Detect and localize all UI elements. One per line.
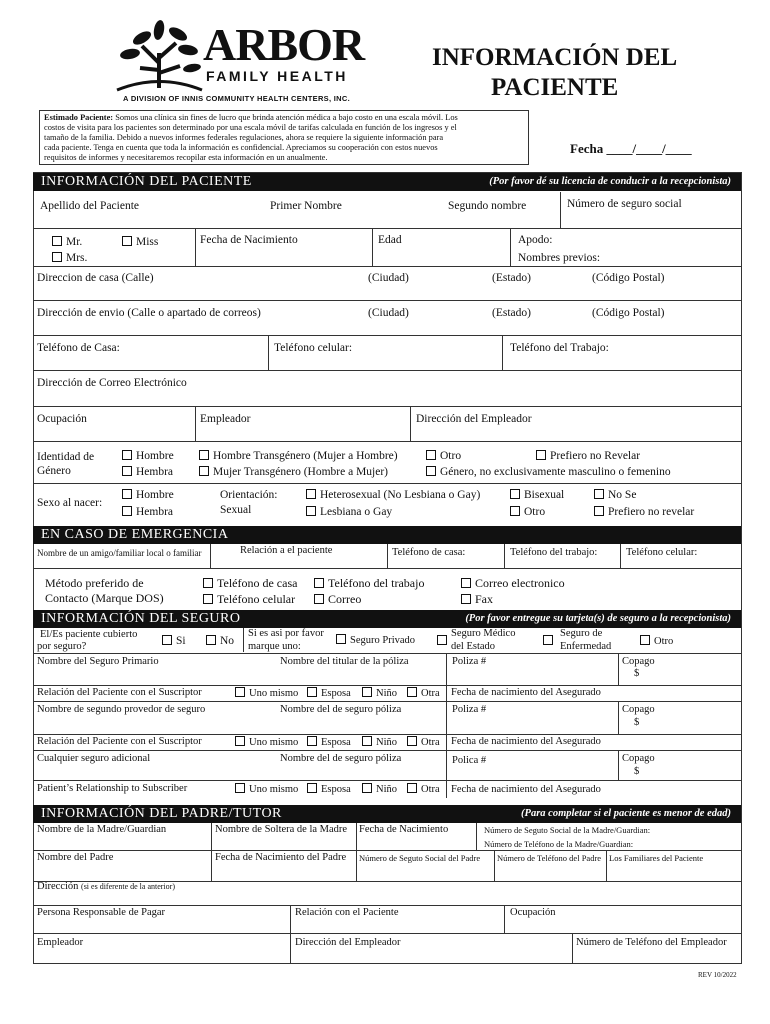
cubierto-label-1: El/Es paciente cubierto bbox=[40, 629, 138, 640]
hombre-checkbox[interactable] bbox=[122, 450, 132, 460]
tel-padre-label: Número de Teléfono del Padre bbox=[497, 853, 602, 863]
tel-madre-label: Número de Teléfono de la Madre/Guardian: bbox=[484, 839, 634, 849]
hetero-checkbox[interactable] bbox=[306, 489, 316, 499]
contact-tel-trab-label: Teléfono del trabajo bbox=[328, 576, 425, 590]
rel3-uno[interactable] bbox=[235, 783, 298, 796]
id-otro[interactable] bbox=[426, 450, 461, 463]
lesbiana-checkbox[interactable] bbox=[306, 506, 316, 516]
rel3-esposa-label: Esposa bbox=[321, 784, 351, 795]
relacion-paciente-label: Relación con el Paciente bbox=[295, 907, 399, 918]
copago3-label: Copago bbox=[622, 753, 655, 764]
insurance-header bbox=[33, 610, 741, 628]
rel-nino-checkbox[interactable] bbox=[362, 687, 372, 697]
insurance-note: (Por favor entregue su tarjeta(s) de seguro a la recepcionista) bbox=[465, 613, 731, 624]
contact-email-checkbox[interactable] bbox=[461, 578, 471, 588]
revision-text: REV 10/2022 bbox=[698, 971, 737, 979]
rel2-esposa[interactable] bbox=[307, 736, 351, 749]
rel2-nino-checkbox[interactable] bbox=[362, 736, 372, 746]
sexo-label: Sexo al nacer: bbox=[37, 497, 103, 509]
no-label: No bbox=[220, 635, 235, 647]
familiares-label: Los Familiares del Paciente bbox=[609, 853, 704, 863]
rel2-uno-label: Uno mismo bbox=[249, 737, 299, 748]
mtrans-checkbox[interactable] bbox=[199, 466, 209, 476]
tel-trabajo-label: Teléfono del Trabajo: bbox=[510, 342, 609, 354]
miss-checkbox[interactable] bbox=[122, 236, 132, 246]
dir-envio-label: Dirección de envio (Calle o apartado de correos) bbox=[37, 307, 261, 319]
fecha-padre-label: Fecha de Nacimiento del Padre bbox=[215, 852, 347, 863]
otro-checkbox[interactable] bbox=[426, 450, 436, 460]
or-prefiero-label: Prefiero no revelar bbox=[608, 506, 695, 518]
no-checkbox[interactable] bbox=[206, 635, 216, 645]
responsable-label: Persona Responsable de Pagar bbox=[37, 907, 166, 918]
logo-name: ARBOR bbox=[203, 19, 365, 70]
contact-tel-casa-checkbox[interactable] bbox=[203, 578, 213, 588]
id-htrans[interactable] bbox=[199, 450, 398, 463]
dir-casa-label: Direccion de casa (Calle) bbox=[37, 272, 154, 284]
mtrans-label: Mujer Transgénero (Hombre a Mujer) bbox=[213, 466, 389, 478]
contact-tel-cel-label: Teléfono celular bbox=[217, 592, 296, 606]
or-prefiero-checkbox[interactable] bbox=[594, 506, 604, 516]
ssn-madre-label: Número de Seguto Social de la Madre/Guardian: bbox=[484, 825, 651, 835]
identidad-label: Identidad de bbox=[37, 451, 95, 463]
title-mr[interactable] bbox=[52, 236, 82, 249]
madre-label: Nombre de la Madre/Guardian bbox=[37, 824, 167, 835]
contact-fax-label: Fax bbox=[475, 592, 493, 606]
emergency-tel-casa-label: Teléfono de casa: bbox=[392, 547, 466, 558]
segundo-nombre-label: Segundo nombre bbox=[448, 200, 527, 212]
rel3-otra[interactable] bbox=[407, 783, 440, 796]
lesbiana-label: Lesbiana o Gay bbox=[320, 506, 393, 518]
tel-casa-label: Teléfono de Casa: bbox=[37, 342, 120, 354]
hetero-label: Heterosexual (No Lesbiana o Gay) bbox=[320, 489, 481, 501]
metodo-label-2: Contacto (Marque DOS) bbox=[45, 591, 164, 605]
sexo-hombre-checkbox[interactable] bbox=[122, 489, 132, 499]
direccion-note: (si es diferente de la anterior) bbox=[81, 882, 175, 891]
dob-label: Fecha de Nacimiento bbox=[200, 234, 298, 246]
ssn-label: Número de seguro social bbox=[567, 198, 682, 210]
rel3-esposa-checkbox[interactable] bbox=[307, 783, 317, 793]
sexo-hombre[interactable] bbox=[122, 489, 174, 502]
mr-label: Mr. bbox=[66, 236, 83, 248]
contact-fax[interactable] bbox=[461, 593, 493, 607]
intro-box bbox=[39, 110, 529, 165]
adicional-label: Cualquier seguro adicional bbox=[37, 753, 151, 764]
guardian-note: (Para completar si el paciente es menor de edad) bbox=[521, 808, 731, 819]
privado-label: Seguro Privado bbox=[350, 635, 416, 646]
dir-empleador-label: Dirección del Empleador bbox=[416, 413, 532, 425]
si-es-label-2: marque uno: bbox=[248, 641, 301, 652]
mrs-checkbox[interactable] bbox=[52, 252, 62, 262]
patient-info-header bbox=[33, 173, 741, 191]
bisexual-label: Bisexual bbox=[524, 489, 565, 501]
ins-otro[interactable] bbox=[640, 635, 673, 648]
contact-email-label: Correo electronico bbox=[475, 576, 565, 590]
contact-tel-casa[interactable] bbox=[203, 577, 297, 591]
guardian-heading: INFORMACIÓN DEL PADRE/TUTOR bbox=[41, 806, 282, 821]
rel2-uno-checkbox[interactable] bbox=[235, 736, 245, 746]
page-title-line2: PACIENTE bbox=[491, 74, 619, 101]
logo-sub: FAMILY HEALTH bbox=[206, 68, 348, 84]
rel-uno[interactable] bbox=[235, 687, 298, 700]
id-prefiero[interactable] bbox=[536, 450, 640, 463]
fecha-nac-label: Fecha de Nacimiento bbox=[359, 824, 449, 835]
rel-otra-label: Otra bbox=[421, 688, 440, 699]
ssn-padre-label: Número de Seguto Social del Padre bbox=[359, 853, 481, 863]
ins-privado[interactable] bbox=[336, 634, 415, 647]
or-lesbiana[interactable] bbox=[306, 506, 392, 519]
patient-note: (Por favor dé su licencia de conducir a la recepcionista) bbox=[489, 176, 731, 187]
edad-label: Edad bbox=[378, 234, 402, 246]
rel-otra-checkbox[interactable] bbox=[407, 687, 417, 697]
mr-checkbox[interactable] bbox=[52, 236, 62, 246]
direccion-row bbox=[37, 881, 175, 893]
contact-email[interactable] bbox=[461, 577, 565, 591]
sexo-hombre-label: Hombre bbox=[136, 489, 174, 501]
genero-no-checkbox[interactable] bbox=[426, 466, 436, 476]
or-otro[interactable] bbox=[510, 506, 545, 519]
rel2-otra-checkbox[interactable] bbox=[407, 736, 417, 746]
emergency-header bbox=[33, 526, 741, 544]
si-label: Si bbox=[176, 635, 186, 647]
relacion-label: Relación del Paciente con el Suscriptor bbox=[37, 687, 202, 698]
otro-label: Otro bbox=[440, 450, 462, 462]
soltera-label: Nombre de Soltera de la Madre bbox=[215, 824, 348, 835]
si-es-label-1: Si es asi por favor bbox=[248, 628, 324, 639]
previos-label: Nombres previos: bbox=[518, 252, 601, 264]
cubierto-si[interactable] bbox=[162, 635, 186, 648]
rel-nino-label: Niño bbox=[376, 688, 397, 699]
copago-dollar: $ bbox=[634, 668, 640, 679]
mrs-label: Mrs. bbox=[66, 252, 88, 264]
insurance-heading: INFORMACIÓN DEL SEGURO bbox=[41, 611, 241, 626]
prefiero-checkbox[interactable] bbox=[536, 450, 546, 460]
copago2-label: Copago bbox=[622, 704, 655, 715]
medico-label-2: del Estado bbox=[451, 641, 496, 652]
titular-label: Nombre del titular de la póliza bbox=[280, 656, 409, 667]
copago3-dollar: $ bbox=[634, 766, 640, 777]
contact-tel-trab-checkbox[interactable] bbox=[314, 578, 324, 588]
rel3-uno-checkbox[interactable] bbox=[235, 783, 245, 793]
ciudad-label: (Ciudad) bbox=[368, 272, 409, 284]
fecha-asegurado-label: Fecha de nacimiento del Asegurado bbox=[451, 687, 601, 698]
cp-label: (Código Postal) bbox=[592, 272, 665, 284]
ciudad-label-2: (Ciudad) bbox=[368, 307, 409, 319]
titular3-label: Nombre del de seguro póliza bbox=[280, 753, 402, 764]
genero-no-label: Género, no exclusivamente masculino o femenino bbox=[440, 466, 671, 478]
segundo-label: Nombre de segundo provedor de seguro bbox=[37, 704, 206, 715]
primario-label: Nombre del Seguro Primario bbox=[37, 656, 159, 667]
poliza3-label: Polica # bbox=[452, 755, 487, 766]
rel2-nino-label: Niño bbox=[376, 737, 397, 748]
si-checkbox[interactable] bbox=[162, 635, 172, 645]
cp-label-2: (Código Postal) bbox=[592, 307, 665, 319]
rel2-esposa-checkbox[interactable] bbox=[307, 736, 317, 746]
sexo-hembra-label: Hembra bbox=[136, 506, 174, 518]
contact-tel-casa-label: Teléfono de casa bbox=[217, 576, 298, 590]
no-se-checkbox[interactable] bbox=[594, 489, 604, 499]
tel-cel-label: Teléfono celular: bbox=[274, 342, 353, 354]
emergency-relacion-label: Relación a el paciente bbox=[240, 545, 333, 556]
rel-esposa-checkbox[interactable] bbox=[307, 687, 317, 697]
cubierto-no[interactable] bbox=[206, 635, 234, 648]
apodo-label: Apodo: bbox=[518, 234, 553, 246]
id-hombre[interactable] bbox=[122, 450, 174, 463]
poliza-label: Poliza # bbox=[452, 656, 487, 667]
page-title-line1: INFORMACIÓN DEL bbox=[432, 44, 678, 71]
direccion-label: Dirección bbox=[37, 881, 79, 892]
ins-otro-checkbox[interactable] bbox=[640, 635, 650, 645]
ins-otro-label: Otro bbox=[654, 636, 674, 647]
rel-uno-label: Uno mismo bbox=[249, 688, 299, 699]
empleador-label: Empleador bbox=[200, 413, 251, 425]
medico-label-1: Seguro Médico bbox=[451, 628, 516, 639]
hembra-label: Hembra bbox=[136, 466, 174, 478]
rel-uno-checkbox[interactable] bbox=[235, 687, 245, 697]
or-prefiero[interactable] bbox=[594, 506, 694, 519]
patient-heading: INFORMACIÓN DEL PACIENTE bbox=[41, 174, 252, 189]
contact-correo[interactable] bbox=[314, 593, 361, 607]
or-otro-label: Otro bbox=[524, 506, 546, 518]
rel3-esposa[interactable] bbox=[307, 783, 351, 796]
enfermedad-label-1: Seguro de bbox=[560, 628, 603, 639]
relacion2-label: Relación del Paciente con el Suscriptor bbox=[37, 736, 202, 747]
empleador-label-2: Empleador bbox=[37, 937, 84, 948]
email-label: Dirección de Correo Electrónico bbox=[37, 377, 187, 389]
bisexual-checkbox[interactable] bbox=[510, 489, 520, 499]
intro-line: costos de visita para los pacientes son determinado por una escala móvil de tarifas calculada en función de los ingresos y el bbox=[44, 123, 457, 132]
genero-label: Género bbox=[37, 465, 71, 477]
miss-label: Miss bbox=[136, 236, 159, 248]
rel3-nino-checkbox[interactable] bbox=[362, 783, 372, 793]
ocupacion-label: Ocupación bbox=[37, 413, 87, 425]
htrans-checkbox[interactable] bbox=[199, 450, 209, 460]
or-hetero[interactable] bbox=[306, 489, 480, 502]
copago-label: Copago bbox=[622, 656, 655, 667]
hombre-label: Hombre bbox=[136, 450, 174, 462]
title-mrs[interactable] bbox=[52, 252, 87, 265]
rel-nino[interactable] bbox=[362, 687, 397, 700]
htrans-label: Hombre Transgénero (Mujer a Hombre) bbox=[213, 450, 398, 462]
enfermedad-label-2: Enfermedad bbox=[560, 641, 612, 652]
sexo-hembra[interactable] bbox=[122, 506, 173, 519]
rel2-esposa-label: Esposa bbox=[321, 737, 351, 748]
privado-checkbox[interactable] bbox=[336, 634, 346, 644]
no-se-label: No Se bbox=[608, 489, 637, 501]
title-miss[interactable] bbox=[122, 236, 158, 249]
emergency-tel-trabajo-label: Teléfono del trabajo: bbox=[510, 547, 598, 558]
rel2-nino[interactable] bbox=[362, 736, 397, 749]
or-otro-checkbox[interactable] bbox=[510, 506, 520, 516]
division-text: A DIVISION OF INNIS COMMUNITY HEALTH CENTERS, INC. bbox=[123, 94, 350, 103]
orientacion-label: Orientación: bbox=[220, 489, 278, 501]
or-bisexual[interactable] bbox=[510, 489, 564, 502]
contact-correo-checkbox[interactable] bbox=[314, 594, 324, 604]
metodo-label-1: Método preferido de bbox=[45, 576, 144, 590]
rel2-otra[interactable] bbox=[407, 736, 440, 749]
hembra-checkbox[interactable] bbox=[122, 466, 132, 476]
rel3-otra-label: Otra bbox=[421, 784, 440, 795]
intro-line: requisitos de informes y necesitaremos recopilar esta información en un anualmente. bbox=[44, 153, 328, 162]
rel3-uno-label: Uno mismo bbox=[249, 784, 299, 795]
rel2-otra-label: Otra bbox=[421, 737, 440, 748]
primer-nombre-label: Primer Nombre bbox=[270, 200, 342, 212]
relationship-en-label: Patient’s Relationship to Subscriber bbox=[37, 783, 188, 794]
rel3-nino-label: Niño bbox=[376, 784, 397, 795]
intro-line: tamaño de la familia. Debido a nuevos informes federales regulaciones, ahora se requiere la siguiente información para bbox=[44, 133, 444, 142]
medico-checkbox[interactable] bbox=[437, 635, 447, 645]
fecha-asegurado2-label: Fecha de nacimiento del Asegurado bbox=[451, 736, 601, 747]
or-no-se[interactable] bbox=[594, 489, 636, 502]
tel-empleador-label: Número de Teléfono del Empleador bbox=[576, 937, 727, 948]
id-mtrans[interactable] bbox=[199, 466, 388, 479]
rel2-uno[interactable] bbox=[235, 736, 298, 749]
intro-line: cada paciente. Tenga en cuenta que toda la información es confidencial. Apreciamos su cooperación con estos nuevos bbox=[44, 143, 438, 152]
intro-lead: Estimado Paciente: bbox=[44, 113, 114, 122]
intro-line: Somos una clínica sin fines de lucro que brinda atención médica a bajo costo en una escala móvil. Los bbox=[115, 113, 458, 122]
rel3-nino[interactable] bbox=[362, 783, 397, 796]
copago2-dollar: $ bbox=[634, 717, 640, 728]
dir-empleador-label-2: Dirección del Empleador bbox=[295, 937, 401, 948]
padre-label: Nombre del Padre bbox=[37, 852, 114, 863]
emergency-heading: EN CASO DE EMERGENCIA bbox=[41, 527, 229, 542]
rel-esposa-label: Esposa bbox=[321, 688, 351, 699]
prefiero-label: Prefiero no Revelar bbox=[550, 450, 641, 462]
rel-otra[interactable] bbox=[407, 687, 440, 700]
id-genero-no[interactable] bbox=[426, 466, 671, 479]
apellido-label: Apellido del Paciente bbox=[40, 200, 139, 212]
sexo-hembra-checkbox[interactable] bbox=[122, 506, 132, 516]
contact-tel-cel-checkbox[interactable] bbox=[203, 594, 213, 604]
id-hembra[interactable] bbox=[122, 466, 173, 479]
fecha-asegurado3-label: Fecha de nacimiento del Asegurado bbox=[451, 784, 601, 795]
emergency-tel-cel-label: Teléfono celular: bbox=[626, 547, 698, 558]
titular2-label: Nombre del de seguro póliza bbox=[280, 704, 402, 715]
estado-label-2: (Estado) bbox=[492, 307, 531, 319]
contact-tel-trab[interactable] bbox=[314, 577, 424, 591]
fecha-field[interactable]: Fecha ____/____/____ bbox=[570, 141, 692, 156]
estado-label: (Estado) bbox=[492, 272, 531, 284]
enfermedad-checkbox[interactable] bbox=[543, 635, 553, 645]
rel-esposa[interactable] bbox=[307, 687, 351, 700]
contact-correo-label: Correo bbox=[328, 592, 362, 606]
arbor-tree-logo-icon bbox=[112, 18, 207, 93]
contact-tel-cel[interactable] bbox=[203, 593, 295, 607]
guardian-header bbox=[33, 805, 741, 823]
poliza2-label: Poliza # bbox=[452, 704, 487, 715]
cubierto-label-2: por seguro? bbox=[37, 641, 87, 652]
emergency-nombre-label: Nombre de un amigo/familiar local o familiar bbox=[37, 548, 202, 558]
contact-fax-checkbox[interactable] bbox=[461, 594, 471, 604]
ocupacion-label-2: Ocupación bbox=[510, 907, 556, 918]
rel3-otra-checkbox[interactable] bbox=[407, 783, 417, 793]
sexual-label: Sexual bbox=[220, 504, 252, 516]
